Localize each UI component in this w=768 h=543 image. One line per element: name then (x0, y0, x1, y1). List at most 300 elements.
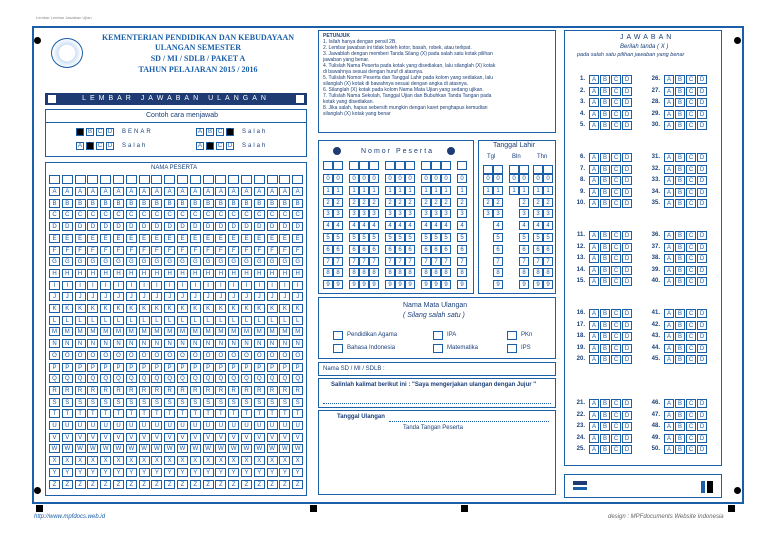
number-digit-bubble[interactable]: 9 (421, 280, 431, 289)
name-write-cell[interactable] (215, 175, 226, 184)
answer-bubble[interactable]: C (611, 188, 621, 197)
name-letter-bubble[interactable]: D (126, 222, 137, 231)
answer-bubble[interactable]: A (589, 344, 599, 353)
answer-bubble[interactable]: A (664, 188, 674, 197)
name-write-cell[interactable] (62, 175, 73, 184)
number-digit-bubble[interactable]: 7 (405, 257, 415, 266)
name-letter-bubble[interactable]: O (279, 351, 290, 360)
name-letter-bubble[interactable]: R (75, 386, 86, 395)
name-letter-bubble[interactable]: Q (164, 374, 175, 383)
answer-bubble[interactable]: D (697, 176, 707, 185)
name-letter-bubble[interactable]: T (113, 409, 124, 418)
number-digit-bubble[interactable]: 8 (395, 268, 405, 277)
answer-bubble[interactable]: B (675, 321, 685, 330)
answer-bubble[interactable]: D (622, 445, 632, 454)
answer-bubble[interactable]: D (697, 309, 707, 318)
answer-bubble[interactable]: C (611, 121, 621, 130)
school-box[interactable] (318, 362, 556, 376)
name-write-cell[interactable] (49, 175, 60, 184)
name-letter-bubble[interactable]: T (49, 409, 60, 418)
name-letter-bubble[interactable]: N (126, 339, 137, 348)
answer-bubble[interactable]: C (686, 254, 696, 263)
number-digit-bubble[interactable]: 4 (405, 221, 415, 230)
number-digit-bubble[interactable]: 2 (405, 198, 415, 207)
birth-digit-bubble[interactable]: 4 (543, 221, 553, 230)
name-letter-bubble[interactable]: U (139, 421, 150, 430)
name-letter-bubble[interactable]: P (126, 363, 137, 372)
name-letter-bubble[interactable]: D (100, 222, 111, 231)
name-letter-bubble[interactable]: P (164, 363, 175, 372)
name-letter-bubble[interactable]: G (151, 257, 162, 266)
answer-bubble[interactable]: C (611, 231, 621, 240)
name-letter-bubble[interactable]: J (279, 292, 290, 301)
name-letter-bubble[interactable]: J (267, 292, 278, 301)
name-write-cell[interactable] (292, 175, 303, 184)
name-letter-bubble[interactable]: T (151, 409, 162, 418)
number-digit-bubble[interactable]: 0 (395, 174, 405, 183)
birth-digit-bubble[interactable]: 0 (493, 174, 503, 183)
number-digit-bubble[interactable]: 5 (385, 233, 395, 242)
birth-digit-bubble[interactable]: 9 (493, 280, 503, 289)
name-letter-bubble[interactable]: R (215, 386, 226, 395)
name-letter-bubble[interactable]: E (215, 234, 226, 243)
name-letter-bubble[interactable]: G (87, 257, 98, 266)
name-letter-bubble[interactable]: Z (215, 480, 226, 489)
name-letter-bubble[interactable]: S (215, 398, 226, 407)
answer-bubble[interactable]: B (675, 176, 685, 185)
name-letter-bubble[interactable]: V (75, 433, 86, 442)
name-letter-bubble[interactable]: L (241, 316, 252, 325)
name-letter-bubble[interactable]: C (292, 210, 303, 219)
name-letter-bubble[interactable]: N (203, 339, 214, 348)
answer-bubble[interactable]: D (622, 266, 632, 275)
number-digit-bubble[interactable]: 9 (395, 280, 405, 289)
name-letter-bubble[interactable]: U (215, 421, 226, 430)
answer-bubble[interactable]: B (675, 188, 685, 197)
name-letter-bubble[interactable]: Y (49, 468, 60, 477)
name-letter-bubble[interactable]: J (49, 292, 60, 301)
number-digit-bubble[interactable]: 3 (431, 209, 441, 218)
name-letter-bubble[interactable]: W (126, 444, 137, 453)
name-letter-bubble[interactable]: X (87, 456, 98, 465)
name-letter-bubble[interactable]: O (215, 351, 226, 360)
name-letter-bubble[interactable]: U (151, 421, 162, 430)
name-letter-bubble[interactable]: H (151, 269, 162, 278)
number-digit-bubble[interactable]: 7 (441, 257, 451, 266)
name-letter-bubble[interactable]: D (190, 222, 201, 231)
name-letter-bubble[interactable]: H (164, 269, 175, 278)
name-letter-bubble[interactable]: U (49, 421, 60, 430)
birth-digit-bubble[interactable]: 6 (543, 245, 553, 254)
number-digit-bubble[interactable]: 2 (359, 198, 369, 207)
name-letter-bubble[interactable]: M (267, 327, 278, 336)
answer-bubble[interactable]: A (589, 399, 599, 408)
answer-bubble[interactable]: C (686, 344, 696, 353)
answer-bubble[interactable]: B (675, 355, 685, 364)
name-letter-bubble[interactable]: N (228, 339, 239, 348)
number-digit-bubble[interactable]: 3 (421, 209, 431, 218)
name-letter-bubble[interactable]: S (279, 398, 290, 407)
name-letter-bubble[interactable]: A (100, 187, 111, 196)
answer-bubble[interactable]: A (664, 355, 674, 364)
name-letter-bubble[interactable]: O (49, 351, 60, 360)
name-letter-bubble[interactable]: F (241, 246, 252, 255)
number-digit-bubble[interactable]: 0 (323, 174, 333, 183)
name-letter-bubble[interactable]: D (203, 222, 214, 231)
name-letter-bubble[interactable]: L (49, 316, 60, 325)
name-letter-bubble[interactable]: T (215, 409, 226, 418)
answer-bubble[interactable]: C (686, 153, 696, 162)
birth-digit-bubble[interactable]: 3 (493, 209, 503, 218)
name-letter-bubble[interactable]: N (100, 339, 111, 348)
name-letter-bubble[interactable]: I (75, 281, 86, 290)
name-letter-bubble[interactable]: J (75, 292, 86, 301)
name-letter-bubble[interactable]: N (177, 339, 188, 348)
pledge-box[interactable] (318, 378, 556, 408)
name-letter-bubble[interactable]: W (100, 444, 111, 453)
answer-bubble[interactable]: D (622, 121, 632, 130)
name-letter-bubble[interactable]: A (139, 187, 150, 196)
name-letter-bubble[interactable]: I (254, 281, 265, 290)
name-letter-bubble[interactable]: H (292, 269, 303, 278)
answer-bubble[interactable]: C (686, 165, 696, 174)
name-letter-bubble[interactable]: S (241, 398, 252, 407)
number-digit-bubble[interactable]: 1 (359, 186, 369, 195)
number-digit-bubble[interactable]: 3 (323, 209, 333, 218)
name-letter-bubble[interactable]: R (62, 386, 73, 395)
name-letter-bubble[interactable]: U (62, 421, 73, 430)
name-letter-bubble[interactable]: V (228, 433, 239, 442)
answer-bubble[interactable]: C (686, 231, 696, 240)
name-letter-bubble[interactable]: V (62, 433, 73, 442)
birth-digit-bubble[interactable]: 3 (543, 209, 553, 218)
number-digit-bubble[interactable]: 7 (333, 257, 343, 266)
answer-bubble[interactable]: A (589, 75, 599, 84)
answer-bubble[interactable]: A (664, 266, 674, 275)
number-digit-bubble[interactable]: 6 (441, 245, 451, 254)
birth-digit-bubble[interactable]: 8 (493, 268, 503, 277)
name-letter-bubble[interactable]: H (113, 269, 124, 278)
number-digit-bubble[interactable]: 1 (333, 186, 343, 195)
name-letter-bubble[interactable]: I (164, 281, 175, 290)
name-letter-bubble[interactable]: C (279, 210, 290, 219)
name-letter-bubble[interactable]: P (279, 363, 290, 372)
name-letter-bubble[interactable]: W (151, 444, 162, 453)
name-letter-bubble[interactable]: D (279, 222, 290, 231)
name-letter-bubble[interactable]: W (62, 444, 73, 453)
name-letter-bubble[interactable]: N (139, 339, 150, 348)
name-letter-bubble[interactable]: O (241, 351, 252, 360)
name-letter-bubble[interactable]: A (177, 187, 188, 196)
name-letter-bubble[interactable]: X (292, 456, 303, 465)
answer-bubble[interactable]: A (589, 355, 599, 364)
name-letter-bubble[interactable]: M (139, 327, 150, 336)
subject-checkbox[interactable] (433, 344, 443, 353)
name-letter-bubble[interactable]: O (190, 351, 201, 360)
name-letter-bubble[interactable]: X (203, 456, 214, 465)
name-letter-bubble[interactable]: X (279, 456, 290, 465)
number-digit-bubble[interactable]: 4 (431, 221, 441, 230)
name-letter-bubble[interactable]: B (87, 199, 98, 208)
name-letter-bubble[interactable]: D (241, 222, 252, 231)
name-letter-bubble[interactable]: T (279, 409, 290, 418)
name-letter-bubble[interactable]: N (215, 339, 226, 348)
name-letter-bubble[interactable]: B (292, 199, 303, 208)
name-letter-bubble[interactable]: K (113, 304, 124, 313)
name-letter-bubble[interactable]: P (241, 363, 252, 372)
name-write-cell[interactable] (151, 175, 162, 184)
name-letter-bubble[interactable]: U (126, 421, 137, 430)
number-digit-bubble[interactable]: 6 (421, 245, 431, 254)
name-letter-bubble[interactable]: H (139, 269, 150, 278)
name-letter-bubble[interactable]: K (190, 304, 201, 313)
name-letter-bubble[interactable]: F (215, 246, 226, 255)
subject-checkbox[interactable] (507, 344, 517, 353)
name-letter-bubble[interactable]: G (215, 257, 226, 266)
name-letter-bubble[interactable]: S (139, 398, 150, 407)
birth-digit-bubble[interactable]: 3 (483, 209, 493, 218)
name-letter-bubble[interactable]: F (279, 246, 290, 255)
number-digit-bubble[interactable]: 6 (359, 245, 369, 254)
answer-bubble[interactable]: D (622, 188, 632, 197)
name-letter-bubble[interactable]: O (151, 351, 162, 360)
number-digit-bubble[interactable]: 1 (369, 186, 379, 195)
name-letter-bubble[interactable]: H (254, 269, 265, 278)
name-letter-bubble[interactable]: L (215, 316, 226, 325)
name-letter-bubble[interactable]: T (139, 409, 150, 418)
answer-bubble[interactable]: A (589, 321, 599, 330)
birth-digit-bubble[interactable]: 7 (493, 257, 503, 266)
name-letter-bubble[interactable]: S (254, 398, 265, 407)
name-letter-bubble[interactable]: I (87, 281, 98, 290)
name-letter-bubble[interactable]: W (87, 444, 98, 453)
birth-digit-bubble[interactable]: 5 (519, 233, 529, 242)
number-digit-bubble[interactable]: 9 (333, 280, 343, 289)
name-letter-bubble[interactable]: Z (177, 480, 188, 489)
name-letter-bubble[interactable]: S (126, 398, 137, 407)
answer-bubble[interactable]: B (600, 188, 610, 197)
name-letter-bubble[interactable]: A (87, 187, 98, 196)
name-letter-bubble[interactable]: Q (254, 374, 265, 383)
number-digit-bubble[interactable]: 9 (431, 280, 441, 289)
answer-bubble[interactable]: A (664, 332, 674, 341)
number-write-cell[interactable] (431, 161, 441, 170)
name-letter-bubble[interactable]: O (203, 351, 214, 360)
name-letter-bubble[interactable]: L (100, 316, 111, 325)
name-letter-bubble[interactable]: S (100, 398, 111, 407)
name-letter-bubble[interactable]: T (164, 409, 175, 418)
answer-bubble[interactable]: B (675, 399, 685, 408)
name-letter-bubble[interactable]: W (75, 444, 86, 453)
name-letter-bubble[interactable]: T (203, 409, 214, 418)
name-letter-bubble[interactable]: M (49, 327, 60, 336)
name-letter-bubble[interactable]: N (279, 339, 290, 348)
number-digit-bubble[interactable]: 5 (323, 233, 333, 242)
number-digit-bubble[interactable]: 4 (359, 221, 369, 230)
name-letter-bubble[interactable]: T (100, 409, 111, 418)
name-letter-bubble[interactable]: X (151, 456, 162, 465)
answer-bubble[interactable]: C (611, 422, 621, 431)
name-letter-bubble[interactable]: W (190, 444, 201, 453)
birth-digit-bubble[interactable]: 4 (533, 221, 543, 230)
answer-bubble[interactable]: B (675, 445, 685, 454)
number-digit-bubble[interactable]: 8 (385, 268, 395, 277)
number-digit-bubble[interactable]: 6 (431, 245, 441, 254)
answer-bubble[interactable]: D (697, 399, 707, 408)
name-letter-bubble[interactable]: V (292, 433, 303, 442)
name-letter-bubble[interactable]: E (75, 234, 86, 243)
name-letter-bubble[interactable]: I (113, 281, 124, 290)
answer-bubble[interactable]: B (600, 153, 610, 162)
answer-bubble[interactable]: A (664, 277, 674, 286)
name-letter-bubble[interactable]: F (126, 246, 137, 255)
name-letter-bubble[interactable]: K (151, 304, 162, 313)
name-letter-bubble[interactable]: L (228, 316, 239, 325)
name-letter-bubble[interactable]: E (126, 234, 137, 243)
answer-bubble[interactable]: D (697, 98, 707, 107)
name-write-cell[interactable] (267, 175, 278, 184)
name-letter-bubble[interactable]: F (62, 246, 73, 255)
answer-bubble[interactable]: A (589, 231, 599, 240)
name-letter-bubble[interactable]: Q (279, 374, 290, 383)
answer-bubble[interactable]: B (600, 243, 610, 252)
name-letter-bubble[interactable]: M (241, 327, 252, 336)
birth-digit-bubble[interactable]: 1 (493, 186, 503, 195)
answer-bubble[interactable]: C (611, 98, 621, 107)
answer-bubble[interactable]: A (589, 188, 599, 197)
name-write-cell[interactable] (241, 175, 252, 184)
name-letter-bubble[interactable]: D (62, 222, 73, 231)
name-letter-bubble[interactable]: F (49, 246, 60, 255)
name-letter-bubble[interactable]: C (87, 210, 98, 219)
date-sign-box[interactable] (318, 410, 556, 495)
name-letter-bubble[interactable]: L (177, 316, 188, 325)
birth-digit-bubble[interactable]: 2 (519, 198, 529, 207)
name-letter-bubble[interactable]: V (126, 433, 137, 442)
number-write-cell[interactable] (421, 161, 431, 170)
name-letter-bubble[interactable]: B (139, 199, 150, 208)
birth-digit-bubble[interactable]: 7 (533, 257, 543, 266)
name-letter-bubble[interactable]: P (75, 363, 86, 372)
name-letter-bubble[interactable]: G (267, 257, 278, 266)
name-letter-bubble[interactable]: F (164, 246, 175, 255)
name-letter-bubble[interactable]: T (126, 409, 137, 418)
number-digit-bubble[interactable]: 0 (441, 174, 451, 183)
number-digit-bubble[interactable]: 7 (349, 257, 359, 266)
name-letter-bubble[interactable]: B (151, 199, 162, 208)
name-letter-bubble[interactable]: I (267, 281, 278, 290)
birth-digit-bubble[interactable]: 5 (543, 233, 553, 242)
name-letter-bubble[interactable]: K (49, 304, 60, 313)
name-letter-bubble[interactable]: R (254, 386, 265, 395)
name-letter-bubble[interactable]: W (49, 444, 60, 453)
number-digit-bubble[interactable]: 5 (395, 233, 405, 242)
number-digit-bubble[interactable]: 4 (395, 221, 405, 230)
birth-digit-bubble[interactable]: 1 (509, 186, 519, 195)
birth-digit-bubble[interactable]: 9 (533, 280, 543, 289)
subject-checkbox[interactable] (507, 331, 517, 340)
answer-bubble[interactable]: B (675, 243, 685, 252)
name-letter-bubble[interactable]: N (254, 339, 265, 348)
number-digit-bubble[interactable]: 5 (405, 233, 415, 242)
name-letter-bubble[interactable]: J (87, 292, 98, 301)
name-letter-bubble[interactable]: X (113, 456, 124, 465)
name-letter-bubble[interactable]: Q (203, 374, 214, 383)
name-letter-bubble[interactable]: U (292, 421, 303, 430)
name-letter-bubble[interactable]: E (49, 234, 60, 243)
number-digit-bubble[interactable]: 0 (457, 174, 467, 183)
answer-bubble[interactable]: A (589, 87, 599, 96)
name-letter-bubble[interactable]: U (113, 421, 124, 430)
number-digit-bubble[interactable]: 2 (421, 198, 431, 207)
birth-digit-bubble[interactable]: 9 (543, 280, 553, 289)
name-letter-bubble[interactable]: R (203, 386, 214, 395)
name-letter-bubble[interactable]: P (62, 363, 73, 372)
name-letter-bubble[interactable]: M (87, 327, 98, 336)
name-letter-bubble[interactable]: Q (62, 374, 73, 383)
answer-bubble[interactable]: A (664, 243, 674, 252)
name-letter-bubble[interactable]: I (203, 281, 214, 290)
number-write-cell[interactable] (323, 161, 333, 170)
answer-bubble[interactable]: D (697, 188, 707, 197)
name-letter-bubble[interactable]: J (164, 292, 175, 301)
answer-bubble[interactable]: D (622, 321, 632, 330)
name-letter-bubble[interactable]: O (113, 351, 124, 360)
name-letter-bubble[interactable]: W (254, 444, 265, 453)
name-letter-bubble[interactable]: Q (126, 374, 137, 383)
name-letter-bubble[interactable]: L (267, 316, 278, 325)
number-digit-bubble[interactable]: 0 (431, 174, 441, 183)
name-letter-bubble[interactable]: M (292, 327, 303, 336)
number-digit-bubble[interactable]: 2 (441, 198, 451, 207)
name-letter-bubble[interactable]: K (267, 304, 278, 313)
number-digit-bubble[interactable]: 6 (385, 245, 395, 254)
number-write-cell[interactable] (385, 161, 395, 170)
answer-bubble[interactable]: A (664, 411, 674, 420)
answer-bubble[interactable]: C (611, 176, 621, 185)
answer-bubble[interactable]: A (589, 309, 599, 318)
name-letter-bubble[interactable]: P (203, 363, 214, 372)
name-letter-bubble[interactable]: H (241, 269, 252, 278)
name-letter-bubble[interactable]: Y (203, 468, 214, 477)
answer-bubble[interactable]: C (686, 121, 696, 130)
number-digit-bubble[interactable]: 0 (349, 174, 359, 183)
name-letter-bubble[interactable]: D (164, 222, 175, 231)
answer-bubble[interactable]: D (697, 243, 707, 252)
number-digit-bubble[interactable]: 0 (405, 174, 415, 183)
answer-bubble[interactable]: C (686, 266, 696, 275)
name-write-cell[interactable] (126, 175, 137, 184)
answer-bubble[interactable]: B (600, 110, 610, 119)
number-write-cell[interactable] (333, 161, 343, 170)
name-letter-bubble[interactable]: B (177, 199, 188, 208)
name-letter-bubble[interactable]: E (203, 234, 214, 243)
name-letter-bubble[interactable]: Q (292, 374, 303, 383)
name-letter-bubble[interactable]: I (279, 281, 290, 290)
answer-bubble[interactable]: C (686, 332, 696, 341)
answer-bubble[interactable]: A (589, 422, 599, 431)
birth-digit-bubble[interactable]: 7 (543, 257, 553, 266)
name-write-cell[interactable] (203, 175, 214, 184)
name-write-cell[interactable] (190, 175, 201, 184)
name-letter-bubble[interactable]: K (241, 304, 252, 313)
answer-bubble[interactable]: B (675, 231, 685, 240)
name-letter-bubble[interactable]: L (279, 316, 290, 325)
name-letter-bubble[interactable]: L (164, 316, 175, 325)
number-digit-bubble[interactable]: 1 (385, 186, 395, 195)
name-letter-bubble[interactable]: S (177, 398, 188, 407)
birth-digit-bubble[interactable]: 0 (509, 174, 519, 183)
